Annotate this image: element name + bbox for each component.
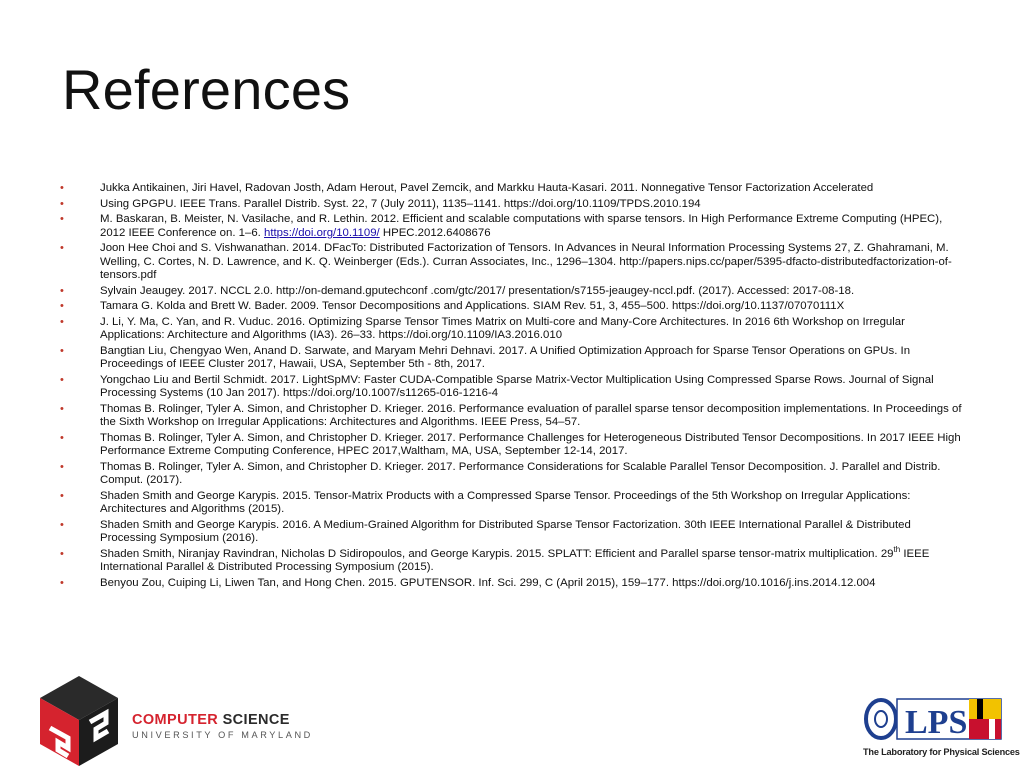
reference-superscript: th <box>893 544 901 554</box>
bullet-icon: • <box>60 315 64 328</box>
reference-text: Tamara G. Kolda and Brett W. Bader. 2009. Tensor Decompositions and Applications. SIAM Rev. 51, 3, 455–500. https://doi.org/10.1137/07070111X <box>100 300 845 312</box>
umd-cs-cube-icon <box>40 676 118 766</box>
slide-title: References <box>62 58 351 121</box>
reference-item <box>60 182 970 196</box>
reference-text: Bangtian Liu, Chengyao Wen, Anand D. Sarwate, and Maryam Mehri Dehnavi. 2017. A Unified Optimization Approach for Sparse Tensor Operations on GPUs. In Proceedings of IEEE Cluster 2017, Hawaii, USA, September 5th - 8th, 2017. <box>100 344 911 370</box>
reference-item <box>60 284 970 299</box>
lps-logo <box>855 695 1020 765</box>
cs-umd-logo <box>40 676 313 762</box>
reference-text: M. Baskaran, B. Meister, N. Vasilache, and R. Lethin. 2012. Efficient and scalable computations with sparse tensors. In High Performance Extreme Computing (HPEC), 2012 IEEE Conference on. 1–6. <box>100 213 943 239</box>
bullet-icon: • <box>60 402 64 415</box>
reference-item <box>60 242 970 283</box>
bullet-icon: • <box>60 300 64 312</box>
bullet-icon: • <box>60 213 64 225</box>
bullet-icon: • <box>60 518 64 531</box>
bullet-icon: • <box>60 284 64 297</box>
bullet-icon: • <box>60 576 64 589</box>
reference-text-continued: HPEC.2012.6408676 <box>379 226 491 239</box>
references-list <box>60 182 970 592</box>
lps-mark-text: LPS <box>905 704 968 741</box>
reference-text: Using GPGPU. IEEE Trans. Parallel Distrib. Syst. 22, 7 (July 2011), 1135–1141. https://doi.org/10.1109/TPDS.2010.194 <box>100 197 701 210</box>
bullet-icon: • <box>60 373 64 386</box>
reference-text: Yongchao Liu and Bertil Schmidt. 2017. LightSpMV: Faster CUDA-Compatible Sparse Matrix-Vector Multiplication Using Compressed Sparse Rows. Journal of Signal Processing Systems (10 Jan 2017). https://doi.org/10.1007/s11265-016-1216-4 <box>100 373 934 399</box>
bullet-icon: • <box>60 197 64 210</box>
bullet-icon: • <box>60 431 64 444</box>
reference-item <box>60 213 970 240</box>
reference-text-continued: IEEE International Parallel & Distributed Processing Symposium (2015). <box>100 547 930 573</box>
cs-logo-title-dark: SCIENCE <box>222 712 290 728</box>
cs-logo-title-red: COMPUTER <box>132 712 219 728</box>
bullet-icon: • <box>60 182 64 194</box>
reference-item <box>60 460 970 488</box>
bullet-icon: • <box>60 344 64 357</box>
reference-item <box>60 197 970 212</box>
reference-item <box>60 489 970 517</box>
reference-doi-link[interactable]: https://doi.org/10.1109/ <box>264 226 380 239</box>
bullet-icon: • <box>60 547 64 560</box>
reference-text: Shaden Smith, Niranjay Ravindran, Nicholas D Sidiropoulos, and George Karypis. 2015. SPLATT: Efficient and Parallel sparse tensor-matrix multiplication. 29 <box>100 547 894 560</box>
bullet-icon: • <box>60 460 64 473</box>
reference-item <box>60 576 970 591</box>
reference-text: Shaden Smith and George Karypis. 2015. Tensor-Matrix Products with a Compressed Sparse Tensor. Proceedings of the 5th Workshop on Irregular Applications: Architectures and Algorithms (2015). <box>100 489 911 515</box>
reference-item <box>60 402 970 430</box>
bullet-icon: • <box>60 242 64 254</box>
reference-item <box>60 431 970 459</box>
reference-item <box>60 300 970 314</box>
reference-item <box>60 518 970 546</box>
reference-text: Thomas B. Rolinger, Tyler A. Simon, and Christopher D. Krieger. 2017. Performance Challenges for Heterogeneous Distributed Tensor Decompositions. In 2017 IEEE High Performance Extreme Computing Conference, HPEC 2017,Waltham, MA, USA, September 12-14, 2017. <box>100 431 961 457</box>
reference-text: Joon Hee Choi and S. Vishwanathan. 2014. DFacTo: Distributed Factorization of Tensors. In Advances in Neural Information Processing Systems 27, Z. Ghahramani, M. Welling, C. Cortes, N. D. Lawrence, and K. Q. Weinberger (Eds.). Curran Associates, Inc., 1296–1304. http://papers.nips.cc/paper/5395-dfacto-distributedfactorization-of-tensors.pdf <box>100 242 952 281</box>
reference-text: Jukka Antikainen, Jiri Havel, Radovan Josth, Adam Herout, Pavel Zemcik, and Markku Hauta-Kasari. 2011. Nonnegative Tensor Factorization Accelerated <box>100 182 874 194</box>
reference-text: Thomas B. Rolinger, Tyler A. Simon, and Christopher D. Krieger. 2016. Performance evaluation of parallel sparse tensor decomposition implementations. In Proceedings of the Sixth Workshop on Irregular Applications: Architectures and Algorithms. IEEE Press, 54–57. <box>100 402 962 428</box>
reference-item <box>60 544 970 575</box>
lps-logo-icon <box>861 695 1011 743</box>
bullet-icon: • <box>60 489 64 502</box>
reference-item <box>60 315 970 343</box>
cs-logo-title <box>132 712 290 728</box>
reference-text: Thomas B. Rolinger, Tyler A. Simon, and Christopher D. Krieger. 2017. Performance Considerations for Scalable Parallel Tensor Decomposition. J. Parallel and Distrib. Comput. (2017). <box>100 460 941 486</box>
reference-item <box>60 344 970 372</box>
cs-logo-subtitle: UNIVERSITY OF MARYLAND <box>132 730 313 740</box>
reference-text: Shaden Smith and George Karypis. 2016. A Medium-Grained Algorithm for Distributed Sparse Tensor Factorization. 30th IEEE International Parallel & Distributed Processing Symposium (2016). <box>100 518 911 544</box>
reference-item <box>60 373 970 401</box>
reference-text: Sylvain Jeaugey. 2017. NCCL 2.0. http://on-demand.gputechconf .com/gtc/2017/ presentation/s7155-jeaugey-nccl.pdf. (2017). Accessed: 2017-08-18. <box>100 284 855 297</box>
reference-text: Benyou Zou, Cuiping Li, Liwen Tan, and Hong Chen. 2015. GPUTENSOR. Inf. Sci. 299, C (April 2015), 159–177. https://doi.org/10.1016/j.ins.2014.12.004 <box>100 576 876 589</box>
lps-caption: The Laboratory for Physical Sciences <box>863 747 1020 757</box>
reference-text: J. Li, Y. Ma, C. Yan, and R. Vuduc. 2016. Optimizing Sparse Tensor Times Matrix on Multi-core and Many-Core Architectures. In 2016 6th Workshop on Irregular Applications: Architecture and Algorithms (IA3). 26–33. https://doi.org/10.1109/IA3.2016.010 <box>100 315 905 341</box>
